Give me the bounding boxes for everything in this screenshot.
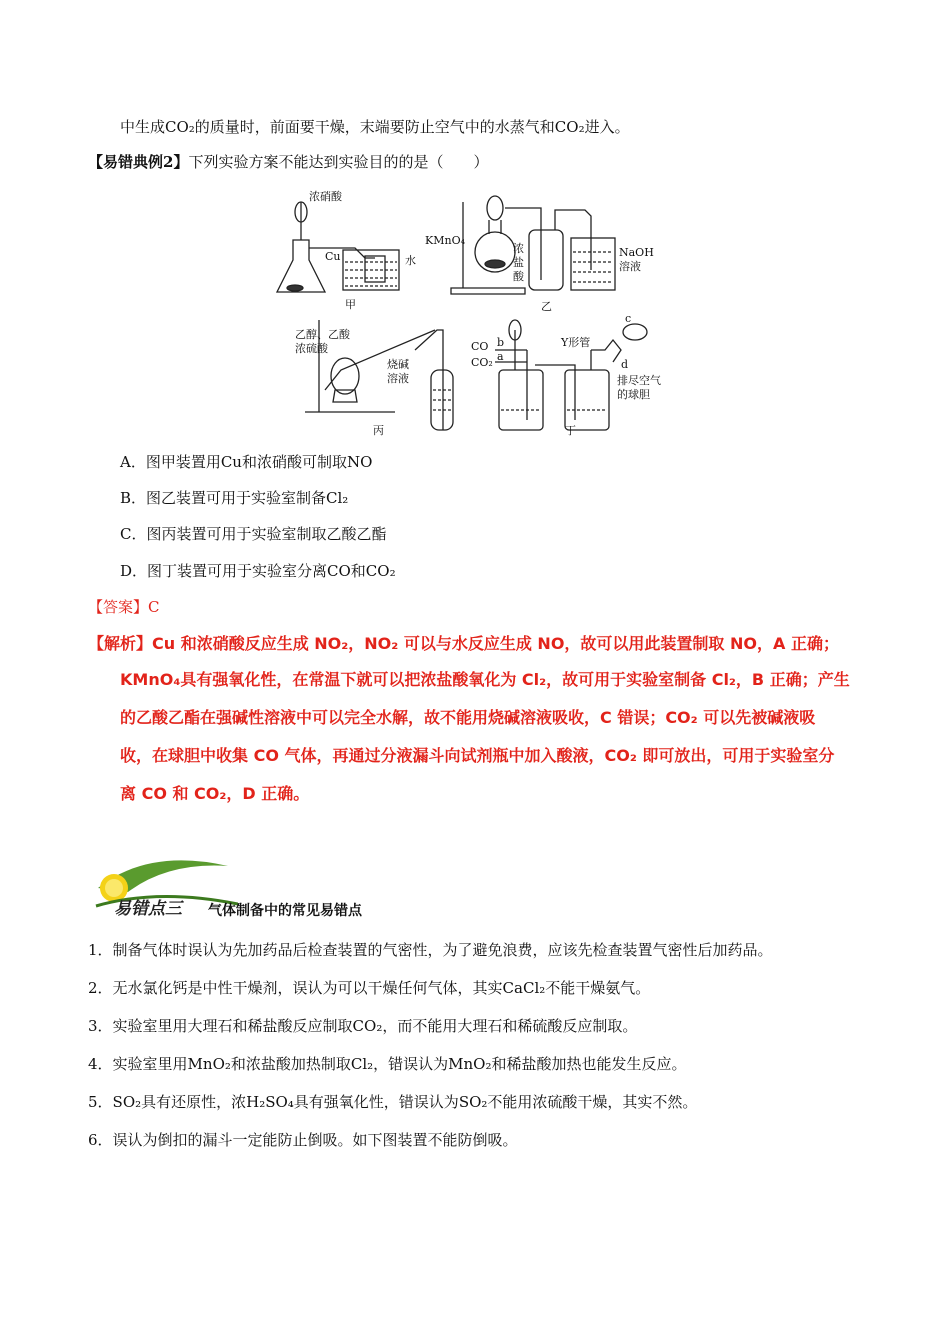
answer-value: C <box>148 598 160 616</box>
option-b: B．图乙装置可用于实验室制备Cl₂ <box>120 489 349 507</box>
apparatus-figure <box>265 180 665 440</box>
ding-valve-d: d <box>621 358 629 371</box>
option-c: C．图丙装置可用于实验室制取乙酸乙酯 <box>120 525 387 543</box>
jia-liquid: 水 <box>405 254 416 267</box>
example-question <box>88 152 488 172</box>
yi-acid-1: 浓 <box>513 242 524 255</box>
jia-solid: Cu <box>325 250 341 263</box>
ding-valve-b: b <box>497 336 505 349</box>
ding-valve-a: a <box>497 350 504 363</box>
point-2: 2．无水氯化钙是中性干燥剂，误认为可以干燥任何气体，其实CaCl₂不能干燥氨气。 <box>88 979 651 997</box>
ding-bulb-2: 的球胆 <box>617 388 650 401</box>
section-header <box>88 848 508 918</box>
ding-gas-1: CO <box>471 340 489 353</box>
point-6: 6．误认为倒扣的漏斗一定能防止倒吸。如下图装置不能防倒吸。 <box>88 1131 518 1149</box>
point-4: 4．实验室里用MnO₂和浓盐酸加热制取Cl₂，错误认为MnO₂和稀盐酸加热也能发生反应。 <box>88 1055 687 1073</box>
yi-absorber-1: NaOH <box>619 246 654 259</box>
answer <box>88 597 160 617</box>
analysis-line-4: 收，在球胆中收集 CO 气体，再通过分液漏斗向试剂瓶中加入酸液，CO₂ 即可放出，可用于实验室分 <box>120 746 835 765</box>
ding-caption: 丁 <box>565 424 576 437</box>
analysis-tag: 【解析】 <box>88 634 153 653</box>
jia-caption: 甲 <box>345 298 356 311</box>
point-1: 1．制备气体时误认为先加药品后检查装置的气密性，为了避免浪费，应该先检查装置气密性后加药品。 <box>88 941 773 959</box>
analysis-line-3: 的乙酸乙酯在强碱性溶液中可以完全水解，故不能用烧碱溶液吸收，C 错误；CO₂ 可以先被碱液吸 <box>120 708 816 727</box>
yi-acid-2: 盐 <box>513 256 524 269</box>
apparatus-yi <box>451 196 615 294</box>
analysis-line-5: 离 CO 和 CO₂，D 正确。 <box>120 784 310 803</box>
section-title: 气体制备中的常见易错点 <box>208 903 362 919</box>
yi-absorber-2: 溶液 <box>619 260 641 273</box>
analysis-line-2: KMnO₄具有强氧化性，在常温下就可以把浓盐酸氧化为 Cl₂，故可用于实验室制备 Cl₂，B 正确；产生 <box>120 670 850 689</box>
yi-caption: 乙 <box>541 300 552 313</box>
bing-caption: 丙 <box>373 424 384 437</box>
point-3: 3．实验室里用大理石和稀盐酸反应制取CO₂，而不能用大理石和稀硫酸反应制取。 <box>88 1017 638 1035</box>
point-5: 5．SO₂具有还原性，浓H₂SO₄具有强氧化性，错误认为SO₂不能用浓硫酸干燥，其实不然。 <box>88 1093 698 1111</box>
ding-gas-2: CO₂ <box>471 356 493 369</box>
ding-bulb-1: 排尽空气 <box>617 374 661 387</box>
bing-reagents-1: 乙醇、乙酸 <box>295 328 350 341</box>
jia-reagent: 浓硝酸 <box>309 190 342 203</box>
option-d: D．图丁装置可用于实验室分离CO和CO₂ <box>120 562 396 580</box>
answer-tag: 【答案】 <box>88 598 149 616</box>
analysis-line-1: 【解析】Cu 和浓硝酸反应生成 NO₂，NO₂ 可以与水反应生成 NO，故可以用此装置制取 NO，A 正确； <box>88 634 839 653</box>
section-badge: 易错点三 <box>114 899 182 919</box>
yi-acid-3: 酸 <box>513 270 524 283</box>
intro-line: 中生成CO₂的质量时，前面要干燥，末端要防止空气中的水蒸气和CO₂进入。 <box>120 118 630 136</box>
apparatus-jia <box>277 202 399 292</box>
ding-tube: Y形管 <box>561 336 591 349</box>
bing-absorber-1: 烧碱 <box>387 358 409 371</box>
ding-valve-c: c <box>625 312 632 325</box>
bing-reagents-2: 浓硫酸 <box>295 342 328 355</box>
bing-absorber-2: 溶液 <box>387 372 409 385</box>
option-a: A．图甲装置用Cu和浓硝酸可制取NO <box>120 453 373 471</box>
yi-solid: KMnO₄ <box>425 234 465 247</box>
question-text: 下列实验方案不能达到实验目的的是（ ） <box>188 153 489 171</box>
example-tag: 【易错典例2】 <box>88 153 189 171</box>
